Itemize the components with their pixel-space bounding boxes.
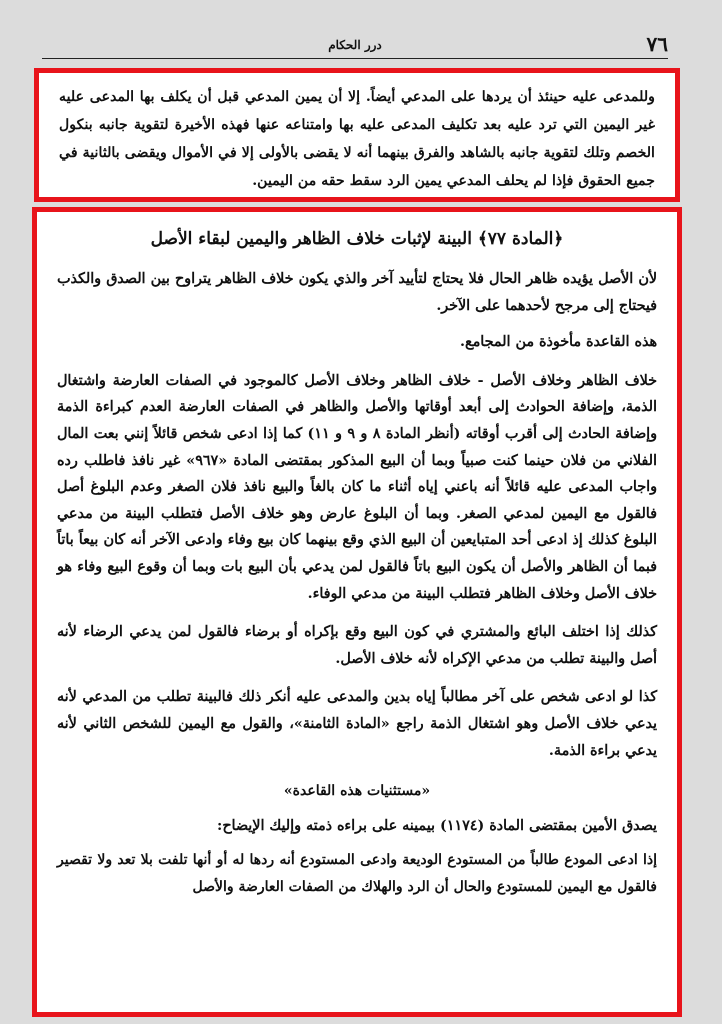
paragraph-exceptions-intro: يصدق الأمين بمقتضى المادة (١١٧٤) بيمينه على براءه ذمته وإليك الإيضاح: [217, 817, 657, 834]
highlight-box-top [34, 68, 680, 202]
page-header [42, 30, 668, 59]
running-title: درر الحكام [328, 38, 382, 52]
paragraph-deposit-example: إذا ادعى المودع طالباً من المستودع الوديعة وادعى المستودع أنه ردها له أو أنها تلفت بلا تعد ولا تقصير فالقول مع اليمين للمستودع والحال أن الرد والهلاك من الصفات العارضة والأصل [57, 852, 657, 895]
section-title-exceptions: «مستثنيات هذه القاعدة» [283, 783, 431, 800]
page-number: ٧٦ [646, 32, 668, 56]
paragraph-explanation: خلاف الظاهر وخلاف الأصل - خلاف الظاهر وخلاف الأصل كالموجود في الصفات العارضة واشتغال الذمة، وإضافة الحوادث إلى أبعد أوقاتها والأصل والظاهر في الصفات العارضة العدم كبراءة الذمة وإضافة الحادث إلى أقرب أوقاته (أنظر المادة ٨ و ٩ و ١١) كما إذا ادعى شخص قائلاً إنني بعت المال الفلاني من فلان حينما كنت صبياً وبما أن البيع المذكور بمقتضى المادة «٩٦٧» غير نافذ فاطلب رده واجاب المدعى عليه قائلاً أنه باعني إياه أثناء ما كان بالغاً والبيع نافذ فلان الصغر وعدم البلوغ أصل فالقول مع اليمين لمدعي الصغر. وبما أن البلوغ عارض وهو خلاف الأصل فتطلب البينة من مدعي البلوغ كذلك إذ ادعى أحد المتبايعين أن البيع الذي وقع بينهما كان بيع وفاء وادعى الآخر أنه كان بيعاً باتاً فبما أن الظاهر والأصل أن يكون البيع باتاً فالقول لمن يدعي بأن البيع بات وبما أن وقوع البيع وفاء هو خلاف الأصل وخلاف الظاهر فتطلب البينة من مدعي الوفاء. [57, 372, 658, 602]
continuation-paragraph: وللمدعى عليه حينئذ أن يردها على المدعي أيضاً. إلا أن يمين المدعي قبل أن يكلف بها المدعى عليه غير اليمين التي ترد عليه بعد تكليف المدعى عليه بها وامتناعه عنها فهذه الأخيرة لتقوية جانبه بنكول الخصم وتلك لتقوية جانبه بالشاهد والفرق بينهما أنه لا يقضى بالأولى إلا في الأموال ويقضى بالثانية في جميع الحقوق فإذا لم يحلف المدعي يمين الرد سقط حقه من اليمين. [59, 89, 655, 189]
article-title: ﴿المادة ٧٧﴾ البينة لإثبات خلاف الظاهر واليمين لبقاء الأصل [150, 229, 564, 249]
highlight-box-article [32, 207, 682, 1017]
paragraph-debt-example: كذا لو ادعى شخص على آخر مطالباً إياه بدين والمدعى عليه أنكر ذلك فالبينة تطلب من المدعي لأنه يدعي خلاف الأصل وهو اشتغال الذمة راجع «المادة الثامنة»، والقول مع اليمين للشخص الثاني لأنه يدعي براءة الذمة. [57, 689, 657, 759]
paragraph-coercion-example: كذلك إذا اختلف البائع والمشتري في كون البيع وقع بإكراه أو برضاء فالقول لمن يدعي الرضاء لأنه أصل والبينة تطلب من مدعي الإكراه لأنه خلاف الأصل. [57, 624, 657, 667]
paragraph-source: هذه القاعدة مأخوذة من المجامع. [460, 334, 657, 351]
paragraph-rationale: لأن الأصل يؤيده ظاهر الحال فلا يحتاج لتأييد آخر والذي يكون خلاف الظاهر يتراوح بين الصدق والكذب فيحتاج إلى مرجح لأحدهما على الآخر. [57, 271, 657, 314]
